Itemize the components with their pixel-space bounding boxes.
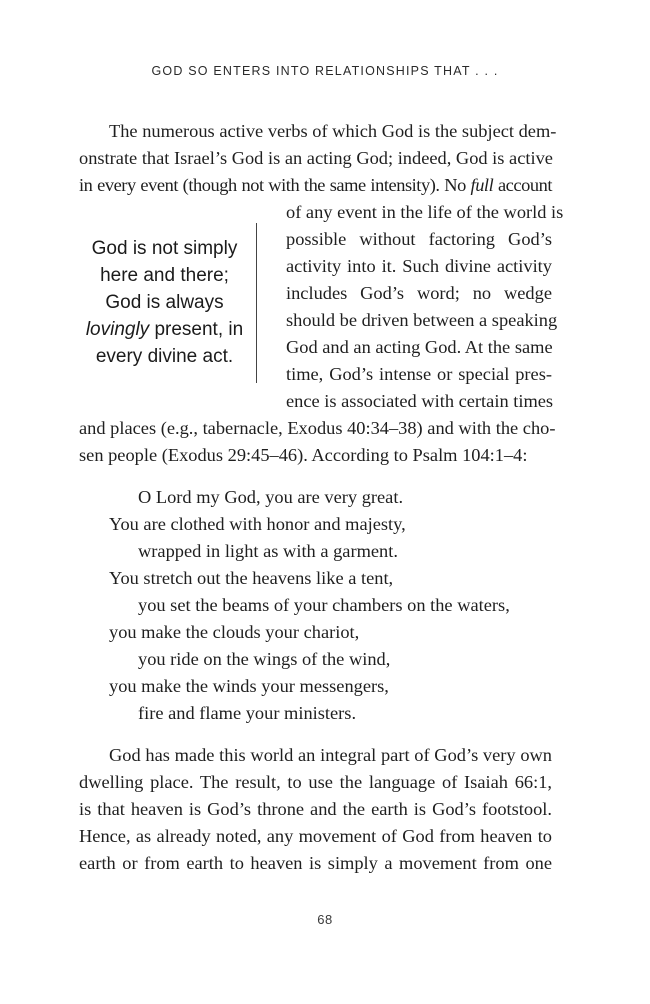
pull-quote-line: God is always	[105, 292, 224, 313]
running-head: GOD SO ENTERS INTO RELATIONSHIPS THAT . . .	[151, 64, 499, 78]
pull-quote-rule	[256, 223, 257, 383]
text-run: account	[493, 175, 553, 195]
text-line: God has made this world an integral part of God’s very own	[109, 745, 552, 765]
text-line	[79, 172, 552, 199]
verse-line: wrapped in light as with a garment.	[138, 541, 398, 561]
text-run: present, in	[149, 319, 244, 340]
text-line: and places (e.g., tabernacle, Exodus 40:34–38) and with the cho-	[79, 418, 556, 438]
text-line: possible without factoring God’s	[286, 229, 552, 249]
pull-quote-line: every divine act.	[95, 346, 234, 367]
verse-line: You are clothed with honor and majesty,	[109, 514, 406, 534]
text-line: God and an acting God. At the same	[286, 337, 553, 357]
text-line: should be driven between a speaking	[286, 310, 558, 330]
text-line: of any event in the life of the world is	[286, 202, 564, 222]
text-line: dwelling place. The result, to use the language of Isaiah 66:1,	[79, 772, 552, 792]
verse-line: you make the winds your messengers,	[109, 676, 389, 696]
text-line: time, God’s intense or special pres-	[286, 364, 552, 384]
text-line: includes God’s word; no wedge	[286, 283, 552, 303]
text-line: is that heaven is God’s throne and the earth is God’s footstool.	[79, 799, 552, 819]
text-line: Hence, as already noted, any movement of God from heaven to	[79, 826, 552, 846]
emphasis-text: full	[470, 175, 494, 195]
verse-line: you ride on the wings of the wind,	[138, 649, 391, 669]
verse-line: you set the beams of your chambers on the waters,	[138, 595, 510, 615]
verse-line: you make the clouds your chariot,	[109, 622, 360, 642]
verse-line: You stretch out the heavens like a tent,	[109, 568, 394, 588]
text-line: earth or from earth to heaven is simply a movement from one	[79, 853, 552, 873]
text-line: The numerous active verbs of which God is the subject dem-	[109, 121, 557, 141]
verse-line: O Lord my God, you are very great.	[138, 487, 404, 507]
emphasis-text: lovingly	[85, 319, 150, 340]
pull-quote-line: God is not simply	[91, 238, 238, 259]
text-line: ence is associated with certain times	[286, 391, 554, 411]
text-line: activity into it. Such divine activity	[286, 256, 552, 276]
pull-quote-line: here and there;	[100, 265, 229, 286]
pull-quote-line	[76, 316, 253, 343]
text-line: onstrate that Israel’s God is an acting God; indeed, God is active	[79, 148, 553, 168]
pull-quote	[76, 235, 253, 370]
text-run: in every event (though not with the same intensity). No	[79, 175, 471, 195]
verse-line: fire and flame your ministers.	[138, 703, 357, 723]
text-line: sen people (Exodus 29:45–46). According to Psalm 104:1–4:	[79, 445, 528, 465]
page-number: 68	[317, 912, 333, 927]
